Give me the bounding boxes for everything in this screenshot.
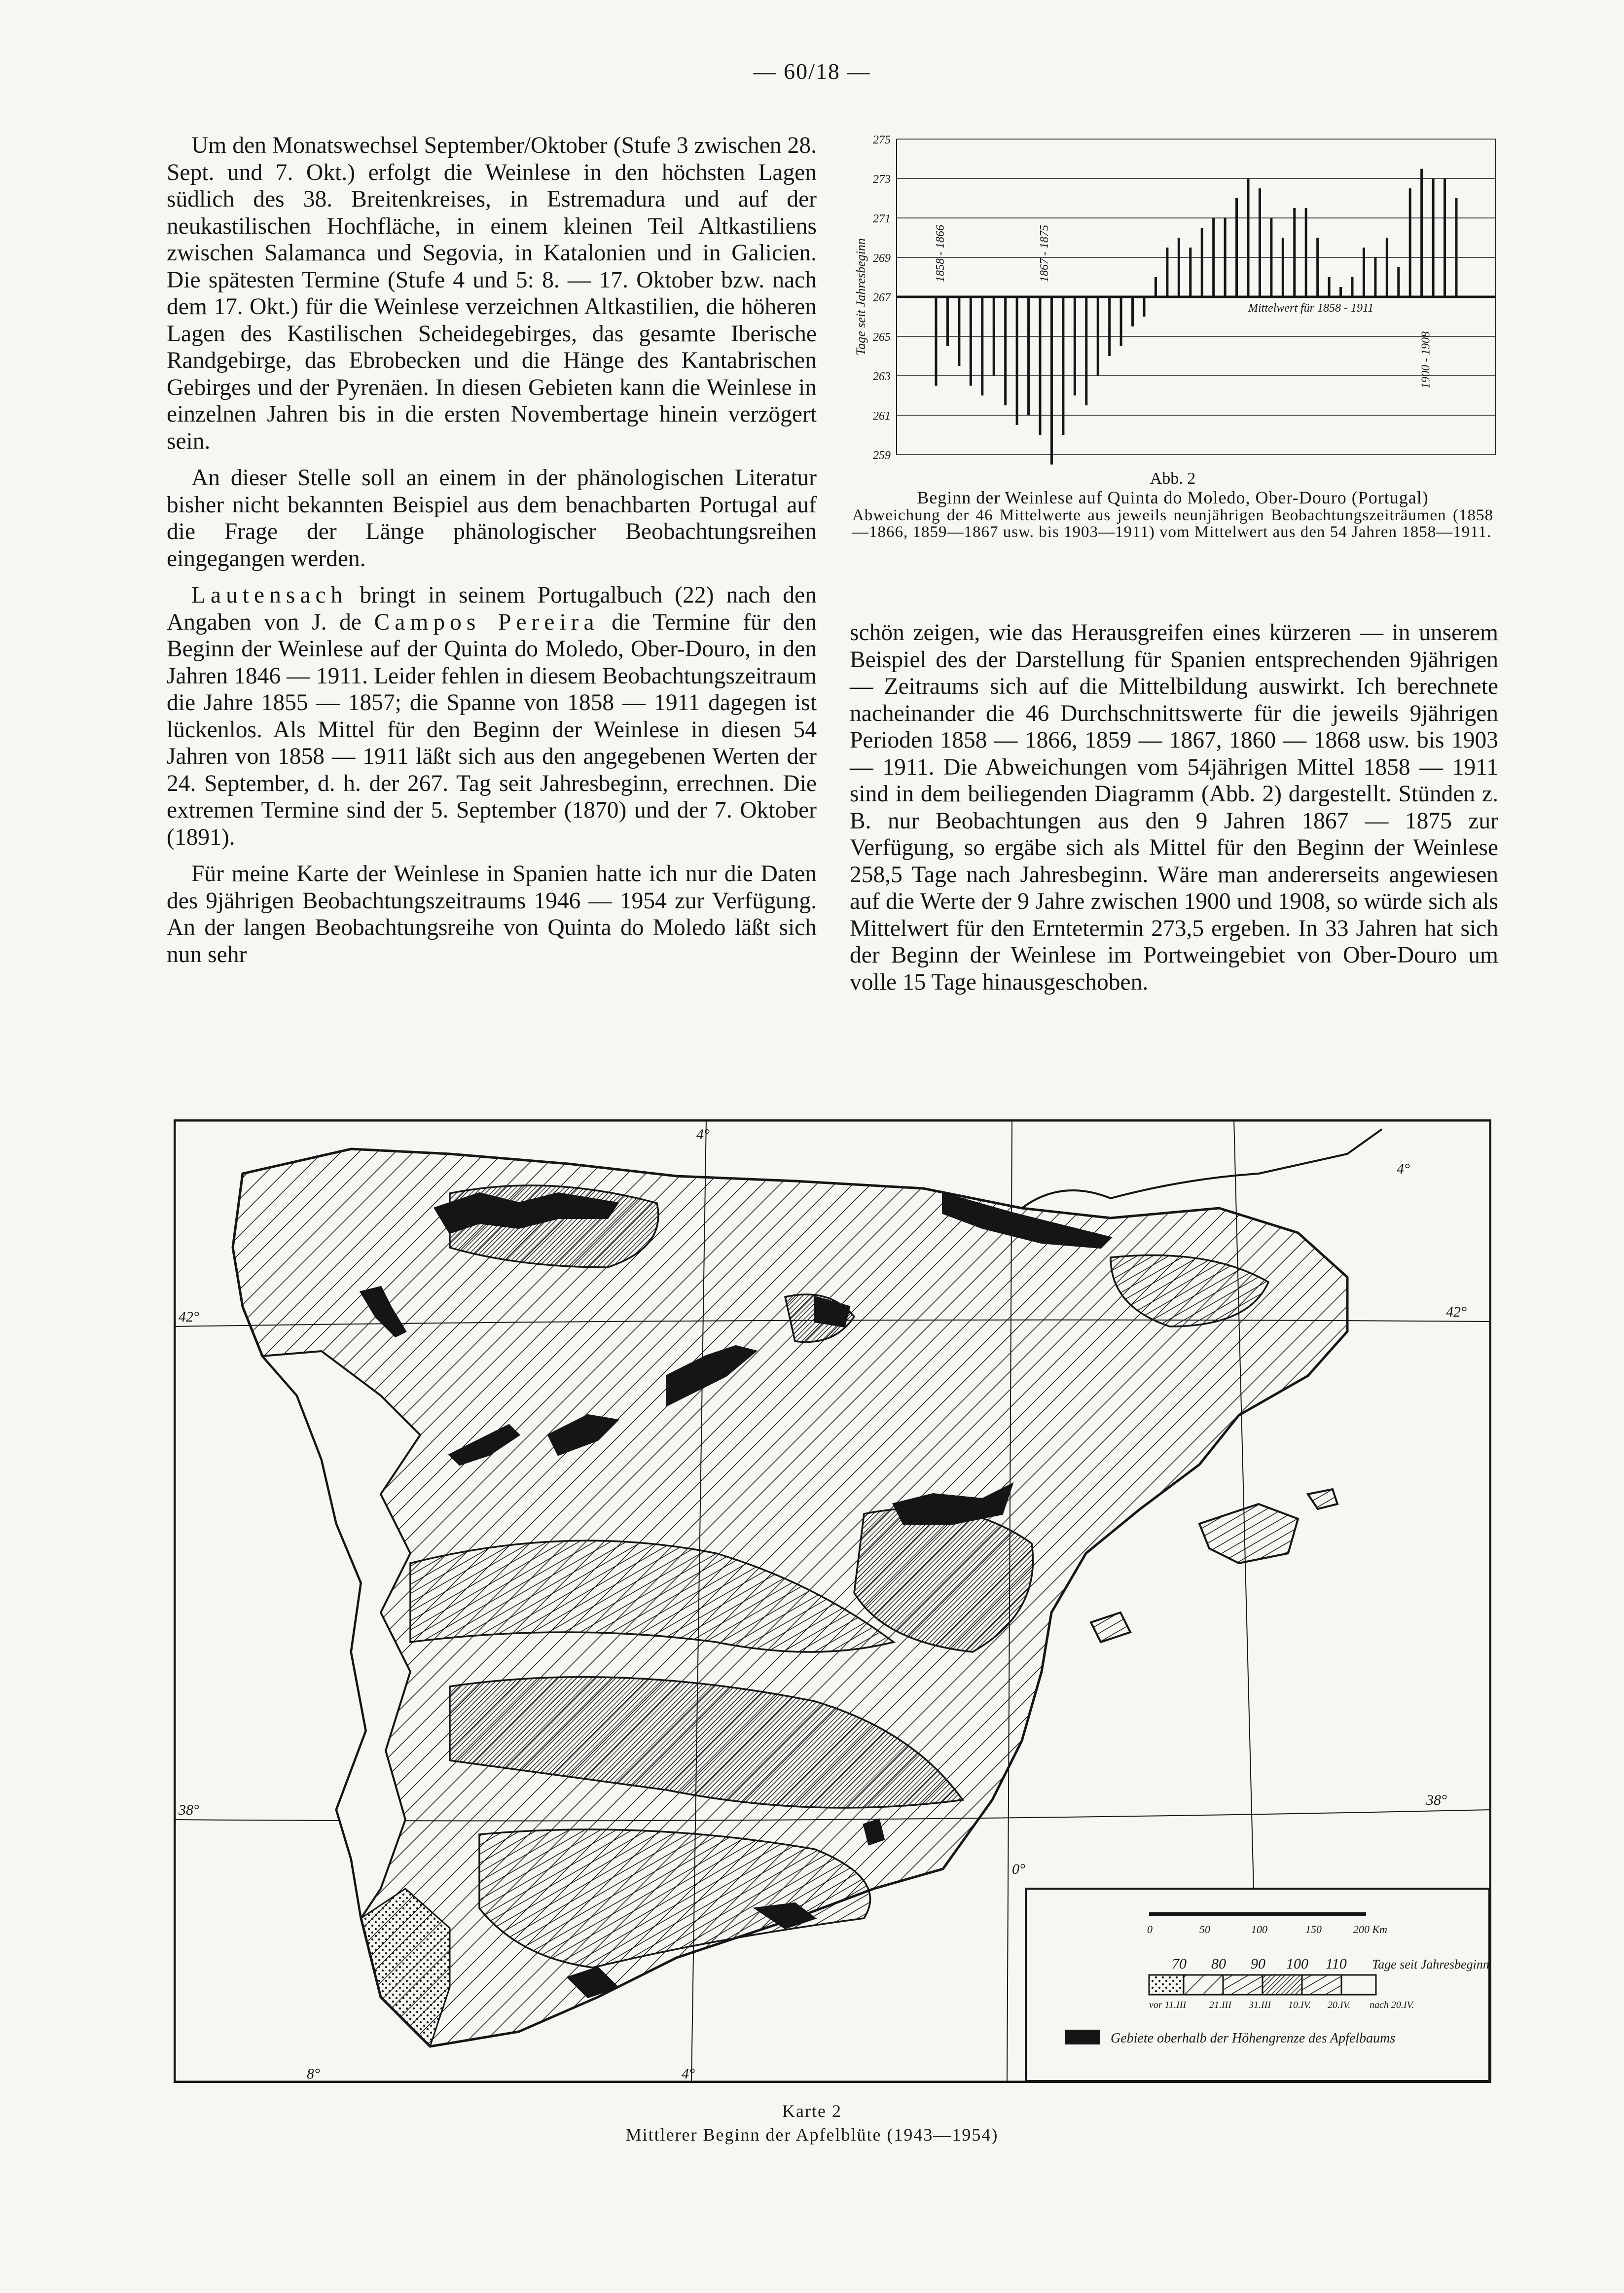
scale-tick: 200 Km — [1353, 1923, 1388, 1935]
svg-text:10.IV.: 10.IV. — [1288, 2000, 1311, 2010]
svg-text:20.IV.: 20.IV. — [1328, 2000, 1351, 2010]
svg-text:vor 11.III: vor 11.III — [1149, 2000, 1187, 2010]
figure-label: Abb. 2 — [1150, 469, 1196, 488]
chart-annotation: 1900 - 1908 — [1419, 331, 1433, 389]
map-karte2 — [174, 1119, 1491, 2083]
y-tick-label: 259 — [873, 449, 891, 462]
page-number: — 60/18 — — [753, 59, 871, 84]
bar-chart — [847, 129, 1498, 469]
y-tick-label: 265 — [873, 331, 891, 344]
scale-tick: 0 — [1147, 1923, 1153, 1935]
y-tick-label: 273 — [873, 173, 891, 186]
y-tick-label: 267 — [873, 291, 891, 304]
map-legend — [1026, 1889, 1489, 2081]
lat-label-42-left: 42° — [179, 1309, 199, 1325]
lon-label-0: 0° — [1012, 1861, 1025, 1877]
lat-label-38-left: 38° — [179, 1802, 199, 1818]
map-caption — [0, 2099, 1624, 2147]
y-tick-label: 271 — [873, 213, 891, 225]
lon-label-4-bottom: 4° — [682, 2066, 695, 2082]
map-iberia — [174, 1119, 1491, 2083]
svg-text:100: 100 — [1286, 1956, 1308, 1972]
scale-tick: 150 — [1305, 1923, 1322, 1935]
scale-tick: 100 — [1251, 1923, 1267, 1935]
text-column-right — [850, 619, 1498, 1005]
y-tick-label: 275 — [873, 134, 891, 146]
france-coast — [1022, 1129, 1382, 1208]
lat-label-38-right: 38° — [1426, 1792, 1447, 1808]
svg-text:31.III: 31.III — [1249, 2000, 1271, 2010]
paragraph: Um den Monatswechsel September/Oktober (Stufe 3 zwischen 28. Sept. und 7. Okt.) erfolgt die Weinlese in den höchsten Lagen südlich des 38. Breitenkreises, in Estremadura und auf der neukastilischen Hochfläche, in einem kleinen Teil Altkastiliens zwischen Salamanca und Segovia, in Katalonien und in Galicien. Die spätesten Termine (Stufe 4 und 5: 8. — 17. Oktober bzw. nach dem 17. Okt.) für die Weinlese verzeichnen Altkastilien, die höheren Lagen des Kastilischen Scheidegebirges, das gesamte Iberische Randgebirge, das Ebrobecken und die Hänge des Kantabrischen Gebirges und der Pyrenäen. In diesen Gebieten kann die Weinlese in einzelnen Jahren bis in die ersten Novembertage hinein verzögert sein. — [167, 133, 817, 454]
map-caption-label: Karte 2 — [782, 2101, 842, 2121]
scale-tick: 50 — [1199, 1923, 1210, 1935]
legend-note: Gebiete oberhalb der Höhengrenze des Apfelbaums — [1111, 2031, 1396, 2046]
author-name: Lautensach — [191, 582, 348, 608]
paragraph: schön zeigen, wie das Herausgreifen eines kürzeren — in unserem Beispiel des der Darstellung für Spanien entsprechenden 9jährigen — Zeitraums sich auf die Mittelbildung auswirkt. Ich berechnete nacheinander die 46 Durchschnittswerte für die jeweils 9jährigen Perioden 1858 — 1866, 1859 — 1867, 1860 — 1868 usw. bis 1903 — 1911. Die Abweichungen vom 54jährigen Mittel 1858 — 1911 sind in dem beiliegenden Diagramm (Abb. 2) dargestellt. Stünden z. B. nur Beobachtungen aus den 9 Jahren 1867 — 1875 zur Verfügung, so ergäbe sich als Mittel für den Beginn der Weinlese 258,5 Tage nach Jahresbeginn. Wäre man andererseits angewiesen auf die Werte der 9 Jahre zwischen 1900 und 1908, so würde sich als Mittelwert für den Erntetermin 273,5 ergeben. In 33 Jahren hat sich der Beginn der Weinlese im Portweingebiet von Ober-Douro um volle 15 Tage hinausgeschoben. — [850, 620, 1498, 995]
svg-text:21.III: 21.III — [1209, 2000, 1231, 2010]
chart-annotation: 1858 - 1866 — [934, 225, 947, 282]
author-name: Campos Pereira — [374, 609, 599, 635]
svg-text:90: 90 — [1251, 1956, 1265, 1972]
figure-caption: Abweichung der 46 Mittelwerte aus jeweils neunjährigen Beobachtungszeiträumen (1858—1866, 1859—1867 usw. bis 1903—1911) vom Mittelwert aus den 54 Jahren 1858—1911. — [852, 506, 1493, 541]
lat-label-42-right: 42° — [1446, 1304, 1467, 1320]
y-tick-label: 261 — [873, 410, 891, 423]
svg-text:110: 110 — [1326, 1956, 1347, 1972]
paragraph: Für meine Karte der Weinlese in Spanien hatte ich nur die Daten des 9jährigen Beobachtungszeitraums 1946 — 1954 zur Verfügung. An der langen Beobachtungsreihe von Quinta do Moledo läßt sich nun sehr — [167, 861, 817, 967]
svg-text:70: 70 — [1172, 1956, 1187, 1972]
text-column-left — [167, 132, 817, 978]
chart-annotation: 1867 - 1875 — [1038, 225, 1051, 282]
y-tick-label: 263 — [873, 370, 891, 383]
legend-black-swatch — [1065, 2030, 1100, 2044]
legend-title: Tage seit Jahresbeginn — [1372, 1957, 1489, 1971]
paragraph-text: die Termine für den Beginn der Weinlese auf der Quinta do Moledo, Ober-Douro, in den Jahren 1846 — 1911. Leider fehlen in diesem Beobachtungszeitraum die Jahre 1855 — 1857; die Spanne von 1858 — 1911 dagegen ist lückenlos. Als Mittel für den Beginn der Weinlese in diesen 54 Jahren von 1858 — 1911 läßt sich aus den angegebenen Werten der 24. September, d. h. der 267. Tag seit Jahresbeginn, errechnen. Die extremen Termine sind der 5. September (1870) und der 7. Oktober (1891). — [167, 609, 817, 850]
paragraph — [167, 582, 817, 851]
svg-text:80: 80 — [1211, 1956, 1226, 1972]
y-axis-label: Tage seit Jahresbeginn — [854, 238, 868, 356]
svg-text:nach 20.IV.: nach 20.IV. — [1370, 2000, 1414, 2010]
lon-label-4-right: 4° — [1397, 1161, 1410, 1177]
legend-swatches — [1149, 1975, 1376, 1995]
map-caption-title: Mittlerer Beginn der Apfelblüte (1943—1954) — [625, 2125, 999, 2145]
lon-label-8: 8° — [307, 2066, 320, 2082]
y-tick-label: 269 — [873, 252, 891, 265]
lon-label-4-top: 4° — [696, 1126, 710, 1143]
paragraph-text: bringt in seinem Portugalbuch (22) nach den Angaben von J. de — [167, 582, 817, 635]
figure-abb2 — [847, 129, 1498, 598]
paragraph: An dieser Stelle soll an einem in der phänologischen Literatur bisher nicht bekannten Beispiel aus dem benachbarten Portugal auf die Frage der Länge phänologischer Beobachtungsreihen eingegangen werden. — [167, 465, 817, 572]
baseline-label: Mittelwert für 1858 - 1911 — [1248, 302, 1374, 315]
figure-title: Beginn der Weinlese auf Quinta do Moledo, Ober-Douro (Portugal) — [917, 488, 1429, 507]
